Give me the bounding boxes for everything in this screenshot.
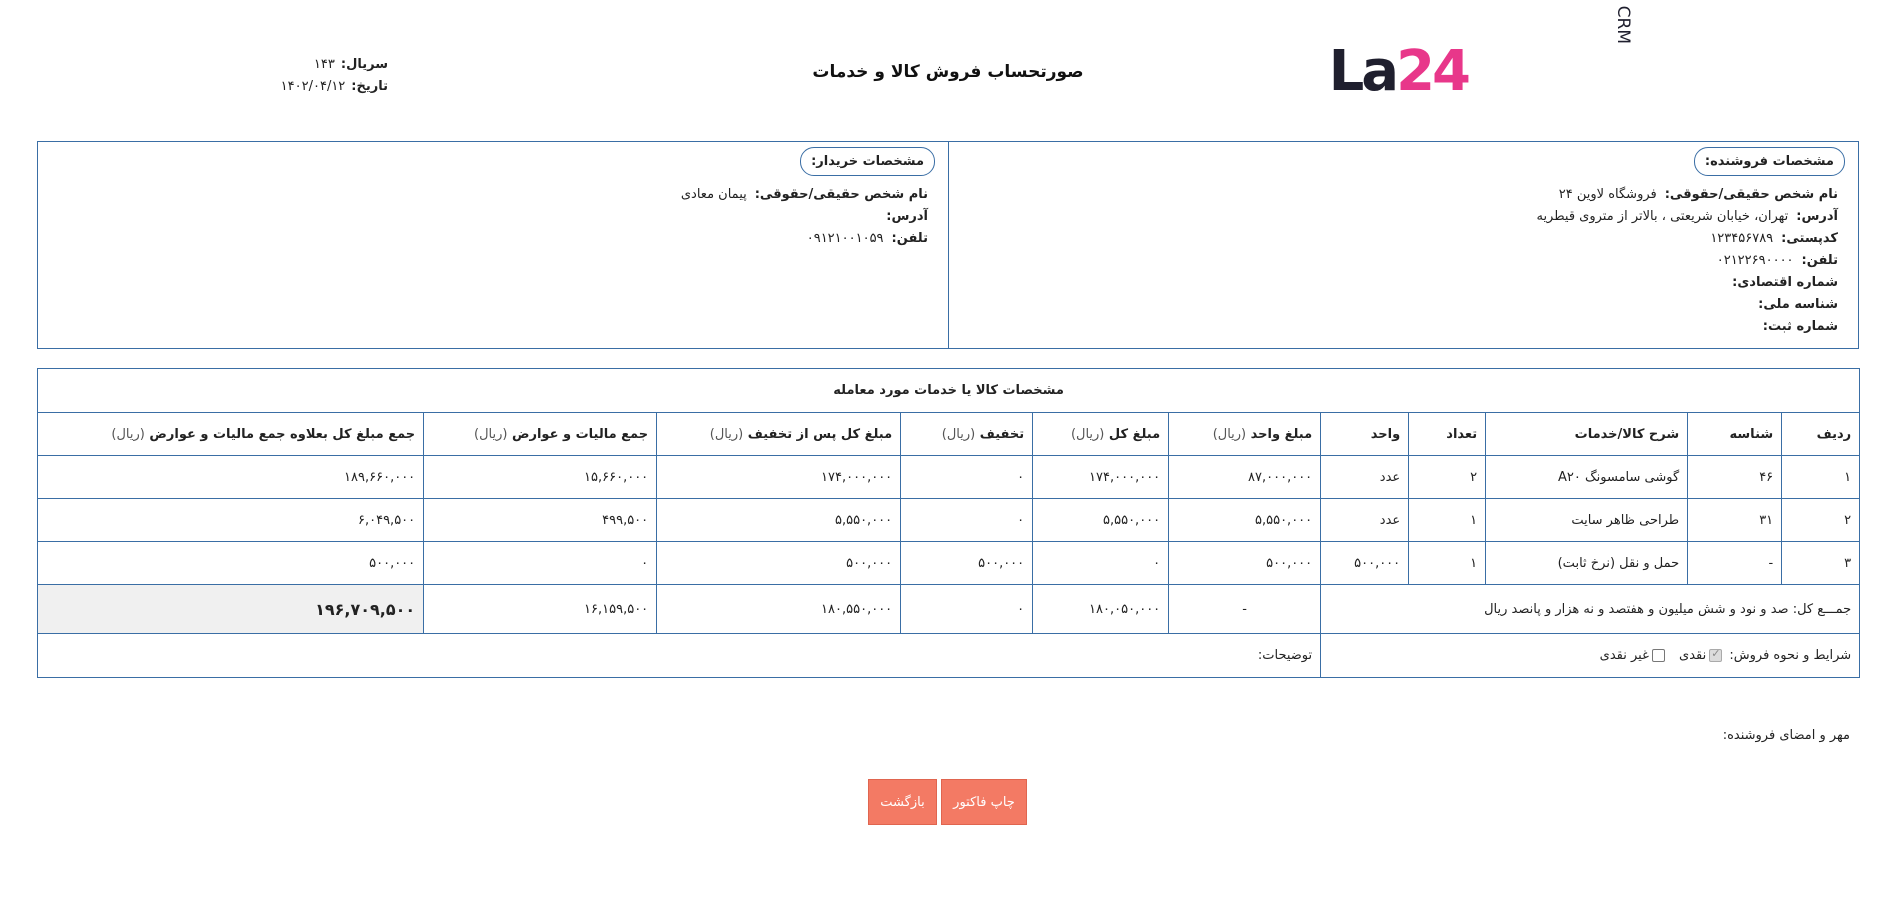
cell-total: ۰ (1033, 542, 1169, 585)
cell-after-discount: ۵,۵۵۰,۰۰۰ (657, 499, 901, 542)
seller-economic-no-row (1536, 272, 1838, 294)
col-header-label: تخفیف (979, 426, 1025, 442)
totals-row (38, 585, 1860, 634)
serial-label: سریال: (340, 57, 388, 72)
col-header-quantity (1409, 413, 1486, 456)
cell-after-discount: ۱۷۴,۰۰۰,۰۰۰ (657, 456, 901, 499)
col-header-label: مبلغ کل (1108, 426, 1161, 442)
col-header-unit-suffix: (ریال) (1212, 426, 1247, 442)
items-table (37, 368, 1860, 678)
cell-unit-price: ۵,۵۵۰,۰۰۰ (1169, 499, 1321, 542)
cell-unit: ۵۰۰,۰۰۰ (1321, 542, 1409, 585)
buyer-name-row (681, 184, 928, 206)
cell-discount: ۵۰۰,۰۰۰ (901, 542, 1033, 585)
col-header-id (1688, 413, 1782, 456)
seller-address-value: تهران، خیابان شریعتی ، بالاتر از متروی قیطریه (1536, 209, 1789, 224)
cell-unit: عدد (1321, 456, 1409, 499)
seller-name-label: نام شخص حقیقی/حقوقی: (1664, 187, 1838, 202)
date-value: ۱۴۰۲/۰۴/۱۲ (280, 79, 346, 94)
cash-checkbox[interactable] (1709, 649, 1722, 662)
cell-discount: ۰ (901, 499, 1033, 542)
col-header-after-discount (657, 413, 901, 456)
invoice-meta (270, 54, 388, 98)
col-header-label: واحد (1370, 426, 1401, 442)
sale-terms-cell (1321, 634, 1860, 678)
noncash-checkbox[interactable] (1652, 649, 1665, 662)
total-unit-price: - (1169, 585, 1321, 634)
print-invoice-button[interactable]: چاپ فاکتور (941, 779, 1027, 825)
cell-id: ۳۱ (1688, 499, 1782, 542)
col-header-label: مبلغ واحد (1250, 426, 1313, 442)
seller-phone-label: تلفن: (1801, 253, 1838, 268)
buyer-name-value: پیمان معادی (680, 187, 747, 202)
col-header-label: ردیف (1816, 426, 1852, 442)
col-header-tax (424, 413, 657, 456)
col-header-grand-total (38, 413, 424, 456)
seller-phone-row (1536, 250, 1838, 272)
seller-registration-label: شماره ثبت: (1762, 319, 1838, 334)
cell-row-no: ۳ (1782, 542, 1860, 585)
col-header-discount (901, 413, 1033, 456)
col-header-unit-suffix: (ریال) (709, 426, 744, 442)
seller-legend: مشخصات فروشنده: (1694, 147, 1845, 176)
seller-postcode-value: ۱۲۳۴۵۶۷۸۹ (1710, 231, 1774, 246)
cell-quantity: ۱ (1409, 542, 1486, 585)
cell-row-no: ۲ (1782, 499, 1860, 542)
cell-description: حمل و نقل (نرخ ثابت) (1486, 542, 1688, 585)
seller-national-id-label: شناسه ملی: (1758, 297, 1838, 312)
logo-la-text: La24 (1328, 39, 1468, 104)
cell-grand-total: ۵۰۰,۰۰۰ (38, 542, 424, 585)
buyer-legend: مشخصات خریدار: (800, 147, 935, 176)
seller-phone-value: ۰۲۱۲۲۶۹۰۰۰۰ (1716, 253, 1794, 268)
seller-registration-row (1536, 316, 1838, 338)
col-header-total (1033, 413, 1169, 456)
cell-total: ۵,۵۵۰,۰۰۰ (1033, 499, 1169, 542)
col-header-label: جمع مبلغ کل بعلاوه جمع مالیات و عوارض (149, 426, 416, 442)
cell-grand-total: ۱۸۹,۶۶۰,۰۰۰ (38, 456, 424, 499)
col-header-row-no (1782, 413, 1860, 456)
cell-quantity: ۲ (1409, 456, 1486, 499)
cell-tax: ۱۵,۶۶۰,۰۰۰ (424, 456, 657, 499)
seller-fields (1536, 184, 1838, 338)
cell-tax: ۴۹۹,۵۰۰ (424, 499, 657, 542)
seller-postcode-row (1536, 228, 1838, 250)
total-amount: ۱۸۰,۰۵۰,۰۰۰ (1033, 585, 1169, 634)
la24-crm-logo (1328, 5, 1646, 104)
col-header-label: جمع مالیات و عوارض (512, 426, 649, 442)
back-button[interactable]: بازگشت (868, 779, 937, 825)
cell-quantity: ۱ (1409, 499, 1486, 542)
cash-label: نقدی (1679, 648, 1707, 663)
logo-crm-text: CRM (1613, 5, 1633, 44)
date-label: تاریخ: (351, 79, 388, 94)
seller-name-value: فروشگاه لاوین ۲۴ (1558, 187, 1657, 202)
cell-unit-price: ۵۰۰,۰۰۰ (1169, 542, 1321, 585)
table-row (38, 456, 1860, 499)
total-discount: ۰ (901, 585, 1033, 634)
seller-address-label: آدرس: (1796, 209, 1838, 224)
cell-total: ۱۷۴,۰۰۰,۰۰۰ (1033, 456, 1169, 499)
terms-row (38, 634, 1860, 678)
col-header-unit-suffix: (ریال) (941, 426, 976, 442)
cell-description: گوشی سامسونگ A۲۰ (1486, 456, 1688, 499)
buyer-name-label: نام شخص حقیقی/حقوقی: (754, 187, 928, 202)
seller-national-id-row (1536, 294, 1838, 316)
cell-unit-price: ۸۷,۰۰۰,۰۰۰ (1169, 456, 1321, 499)
cell-discount: ۰ (901, 456, 1033, 499)
noncash-label: غیر نقدی (1599, 648, 1649, 663)
cell-row-no: ۱ (1782, 456, 1860, 499)
cell-id: ۴۶ (1688, 456, 1782, 499)
col-header-unit-suffix: (ریال) (474, 426, 508, 442)
col-header-label: شناسه (1729, 426, 1774, 442)
seller-postcode-label: کدپستی: (1781, 231, 1838, 246)
table-row (38, 542, 1860, 585)
col-header-unit-suffix: (ریال) (1070, 426, 1105, 442)
seller-economic-no-label: شماره اقتصادی: (1732, 275, 1838, 290)
logo-24-text: 24 (1396, 39, 1468, 104)
buyer-address-row (681, 206, 928, 228)
buyer-fields (681, 184, 928, 250)
cell-after-discount: ۵۰۰,۰۰۰ (657, 542, 901, 585)
items-header-row (38, 413, 1860, 456)
date-row (270, 76, 388, 98)
cell-tax: ۰ (424, 542, 657, 585)
seller-address-row (1536, 206, 1838, 228)
items-caption: مشخصات کالا یا خدمات مورد معامله (38, 369, 1860, 413)
col-header-label: مبلغ کل پس از تخفیف (747, 426, 893, 442)
cell-id: - (1688, 542, 1782, 585)
buyer-phone-label: تلفن: (891, 231, 928, 246)
sale-terms-label: شرایط و نحوه فروش: (1729, 648, 1852, 663)
col-header-description (1486, 413, 1688, 456)
notes-label: توضیحات: (1257, 648, 1313, 663)
col-header-unit-price (1169, 413, 1321, 456)
page-title: صورتحساب فروش کالا و خدمات (812, 62, 1084, 82)
seller-section (948, 142, 1858, 348)
cell-unit: عدد (1321, 499, 1409, 542)
col-header-label: تعداد (1446, 426, 1478, 442)
buyer-address-label: آدرس: (886, 209, 928, 224)
buyer-phone-value: ۰۹۱۲۱۰۰۱۰۵۹ (806, 231, 884, 246)
serial-value: ۱۴۳ (313, 57, 335, 72)
buyer-phone-row (681, 228, 928, 250)
notes-cell (38, 634, 1321, 678)
seller-stamp-label: مهر و امضای فروشنده: (1722, 728, 1850, 743)
cell-grand-total: ۶,۰۴۹,۵۰۰ (38, 499, 424, 542)
col-header-unit (1321, 413, 1409, 456)
grand-total: ۱۹۶,۷۰۹,۵۰۰ (38, 585, 424, 634)
col-header-unit-suffix: (ریال) (111, 426, 145, 442)
seller-name-row (1536, 184, 1838, 206)
serial-row (270, 54, 388, 76)
total-in-words: جمـــع کل: صد و نود و شش میلیون و هفتصد و نه هزار و پانصد ریال (1321, 585, 1860, 634)
parties-box (37, 141, 1859, 349)
col-header-label: شرح کالا/خدمات (1574, 426, 1680, 442)
table-row (38, 499, 1860, 542)
total-tax: ۱۶,۱۵۹,۵۰۰ (424, 585, 657, 634)
total-after-discount: ۱۸۰,۵۵۰,۰۰۰ (657, 585, 901, 634)
buyer-section (38, 142, 948, 348)
cell-description: طراحی ظاهر سایت (1486, 499, 1688, 542)
